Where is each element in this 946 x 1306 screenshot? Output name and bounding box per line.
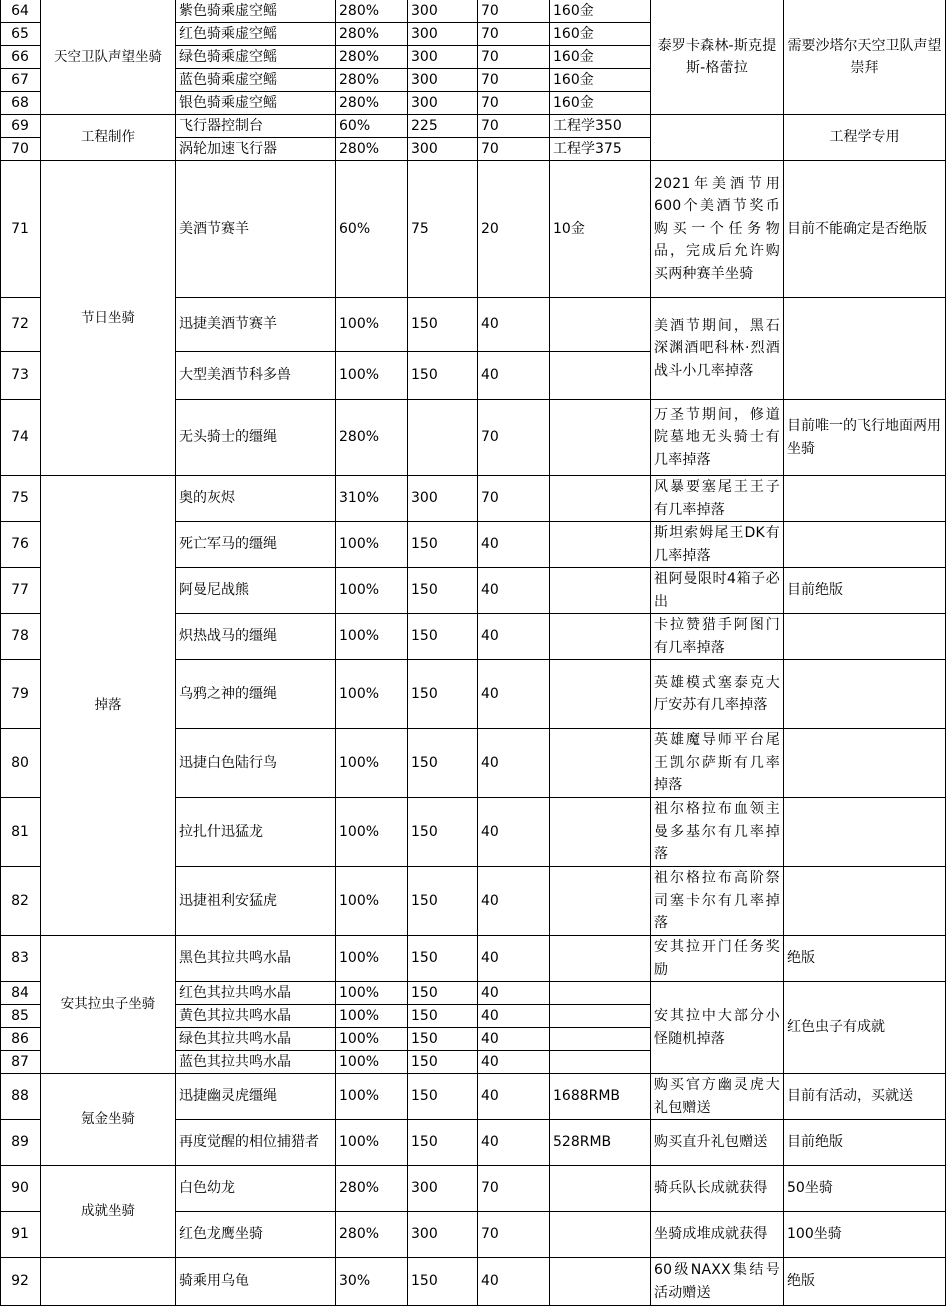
row-number: 70 [0, 138, 41, 161]
speed-value: 100% [336, 1120, 408, 1166]
level-requirement: 40 [478, 298, 550, 352]
price-cell [550, 400, 651, 476]
price-cell: 160金 [550, 23, 651, 46]
row-number: 91 [0, 1212, 41, 1258]
category-cell: 工程制作 [41, 115, 176, 161]
category-cell: 节日坐骑 [41, 161, 176, 476]
mount-name: 迅捷白色陆行鸟 [176, 729, 336, 798]
riding-skill: 300 [408, 1212, 478, 1258]
row-number: 79 [0, 660, 41, 729]
row-number: 82 [0, 867, 41, 936]
speed-value: 100% [336, 729, 408, 798]
mount-name: 炽热战马的缰绳 [176, 614, 336, 660]
source-cell: 购买直升礼包赠送 [651, 1120, 784, 1166]
price-cell [550, 867, 651, 936]
level-requirement: 40 [478, 729, 550, 798]
row-number: 66 [0, 46, 41, 69]
level-requirement: 70 [478, 46, 550, 69]
price-cell [550, 729, 651, 798]
price-cell: 160金 [550, 92, 651, 115]
row-number: 85 [0, 1005, 41, 1028]
mount-name: 乌鸦之神的缰绳 [176, 660, 336, 729]
source-cell: 祖阿曼限时4箱子必出 [651, 568, 784, 614]
mount-name: 红色骑乘虚空鳐 [176, 23, 336, 46]
price-cell [550, 568, 651, 614]
row-number: 86 [0, 1028, 41, 1051]
riding-skill: 150 [408, 660, 478, 729]
riding-skill: 300 [408, 0, 478, 23]
note-cell: 目前唯一的飞行地面两用坐骑 [784, 400, 946, 476]
note-cell [784, 476, 946, 522]
note-cell [784, 798, 946, 867]
source-cell: 英雄魔导师平台尾王凯尔萨斯有几率掉落 [651, 729, 784, 798]
note-cell: 目前不能确定是否绝版 [784, 161, 946, 298]
riding-skill: 300 [408, 92, 478, 115]
speed-value: 100% [336, 936, 408, 982]
mount-name: 飞行器控制台 [176, 115, 336, 138]
speed-value: 280% [336, 138, 408, 161]
source-cell: 安其拉开门任务奖励 [651, 936, 784, 982]
riding-skill: 150 [408, 522, 478, 568]
source-cell: 美酒节期间，黑石深渊酒吧科林·烈酒战斗小几率掉落 [651, 298, 784, 400]
speed-value: 100% [336, 1005, 408, 1028]
row-number: 75 [0, 476, 41, 522]
note-cell: 50坐骑 [784, 1166, 946, 1212]
riding-skill: 150 [408, 798, 478, 867]
mount-name: 死亡军马的缰绳 [176, 522, 336, 568]
riding-skill: 150 [408, 867, 478, 936]
category-cell: 氪金坐骑 [41, 1074, 176, 1166]
riding-skill: 150 [408, 568, 478, 614]
source-cell [651, 115, 784, 161]
note-cell [784, 614, 946, 660]
speed-value: 280% [336, 23, 408, 46]
row-number: 90 [0, 1166, 41, 1212]
speed-value: 280% [336, 46, 408, 69]
source-cell: 卡拉赞猎手阿图门有几率掉落 [651, 614, 784, 660]
price-cell [550, 1258, 651, 1306]
riding-skill: 300 [408, 138, 478, 161]
riding-skill: 150 [408, 352, 478, 400]
speed-value: 310% [336, 476, 408, 522]
note-cell: 目前绝版 [784, 1120, 946, 1166]
row-number: 78 [0, 614, 41, 660]
riding-skill: 150 [408, 1005, 478, 1028]
price-cell [550, 936, 651, 982]
level-requirement: 40 [478, 1051, 550, 1074]
price-cell: 528RMB [550, 1120, 651, 1166]
row-number: 80 [0, 729, 41, 798]
row-number: 64 [0, 0, 41, 23]
speed-value: 280% [336, 400, 408, 476]
mount-name: 红色龙鹰坐骑 [176, 1212, 336, 1258]
speed-value: 100% [336, 352, 408, 400]
speed-value: 280% [336, 0, 408, 23]
price-cell: 160金 [550, 46, 651, 69]
row-number: 88 [0, 1074, 41, 1120]
riding-skill: 150 [408, 729, 478, 798]
level-requirement: 20 [478, 161, 550, 298]
price-cell [550, 476, 651, 522]
category-cell: 掉落 [41, 476, 176, 936]
riding-skill: 150 [408, 298, 478, 352]
price-cell: 160金 [550, 0, 651, 23]
speed-value: 60% [336, 115, 408, 138]
row-number: 89 [0, 1120, 41, 1166]
price-cell: 10金 [550, 161, 651, 298]
level-requirement: 40 [478, 1005, 550, 1028]
note-cell [784, 729, 946, 798]
row-number: 69 [0, 115, 41, 138]
speed-value: 280% [336, 1212, 408, 1258]
note-cell: 100坐骑 [784, 1212, 946, 1258]
speed-value: 30% [336, 1258, 408, 1306]
speed-value: 100% [336, 1074, 408, 1120]
level-requirement: 70 [478, 1212, 550, 1258]
row-number: 76 [0, 522, 41, 568]
mount-name: 白色幼龙 [176, 1166, 336, 1212]
source-cell: 英雄模式塞泰克大厅安苏有几率掉落 [651, 660, 784, 729]
price-cell [550, 1028, 651, 1051]
mount-name: 迅捷幽灵虎缰绳 [176, 1074, 336, 1120]
row-number: 74 [0, 400, 41, 476]
source-cell: 风暴要塞尾王王子有几率掉落 [651, 476, 784, 522]
row-number: 84 [0, 982, 41, 1005]
price-cell [550, 1166, 651, 1212]
row-number: 92 [0, 1258, 41, 1306]
mount-name: 蓝色其拉共鸣水晶 [176, 1051, 336, 1074]
speed-value: 100% [336, 568, 408, 614]
speed-value: 100% [336, 522, 408, 568]
note-cell [784, 867, 946, 936]
level-requirement: 40 [478, 1028, 550, 1051]
level-requirement: 40 [478, 1120, 550, 1166]
price-cell [550, 1005, 651, 1028]
riding-skill: 150 [408, 1028, 478, 1051]
row-number: 73 [0, 352, 41, 400]
level-requirement: 70 [478, 23, 550, 46]
level-requirement: 40 [478, 568, 550, 614]
mount-name: 蓝色骑乘虚空鳐 [176, 69, 336, 92]
level-requirement: 70 [478, 1166, 550, 1212]
row-number: 83 [0, 936, 41, 982]
mount-name: 紫色骑乘虚空鳐 [176, 0, 336, 23]
speed-value: 100% [336, 1028, 408, 1051]
mount-name: 迅捷美酒节赛羊 [176, 298, 336, 352]
speed-value: 100% [336, 867, 408, 936]
source-cell: 坐骑成堆成就获得 [651, 1212, 784, 1258]
level-requirement: 40 [478, 798, 550, 867]
price-cell [550, 982, 651, 1005]
level-requirement: 70 [478, 115, 550, 138]
level-requirement: 40 [478, 1074, 550, 1120]
price-cell [550, 614, 651, 660]
source-cell: 泰罗卡森林-斯克提斯-格蕾拉 [651, 0, 784, 115]
note-cell: 需要沙塔尔天空卫队声望崇拜 [784, 0, 946, 115]
source-cell: 60级NAXX集结号活动赠送 [651, 1258, 784, 1306]
price-cell: 160金 [550, 69, 651, 92]
mount-name: 银色骑乘虚空鳐 [176, 92, 336, 115]
riding-skill: 150 [408, 936, 478, 982]
price-cell [550, 298, 651, 352]
category-cell: 安其拉虫子坐骑 [41, 936, 176, 1074]
price-cell [550, 660, 651, 729]
speed-value: 280% [336, 1166, 408, 1212]
note-cell [784, 522, 946, 568]
riding-skill: 75 [408, 161, 478, 298]
level-requirement: 40 [478, 352, 550, 400]
source-cell: 2021年美酒节用600个美酒节奖币购买一个任务物品，完成后允许购买两种赛羊坐骑 [651, 161, 784, 298]
source-cell: 购买官方幽灵虎大礼包赠送 [651, 1074, 784, 1120]
riding-skill: 150 [408, 982, 478, 1005]
price-cell [550, 1212, 651, 1258]
mount-name: 阿曼尼战熊 [176, 568, 336, 614]
category-cell: 天空卫队声望坐骑 [41, 0, 176, 115]
row-number: 72 [0, 298, 41, 352]
riding-skill: 300 [408, 1166, 478, 1212]
source-cell: 斯坦索姆尾王DK有几率掉落 [651, 522, 784, 568]
price-cell [550, 798, 651, 867]
level-requirement: 70 [478, 476, 550, 522]
row-number: 81 [0, 798, 41, 867]
riding-skill: 150 [408, 1120, 478, 1166]
speed-value: 100% [336, 614, 408, 660]
level-requirement: 40 [478, 1258, 550, 1306]
level-requirement: 70 [478, 0, 550, 23]
mount-name: 黄色其拉共鸣水晶 [176, 1005, 336, 1028]
level-requirement: 70 [478, 400, 550, 476]
table-left-border [0, 0, 1, 1306]
level-requirement: 40 [478, 936, 550, 982]
speed-value: 60% [336, 161, 408, 298]
riding-skill: 300 [408, 69, 478, 92]
level-requirement: 40 [478, 614, 550, 660]
note-cell: 目前绝版 [784, 568, 946, 614]
speed-value: 100% [336, 798, 408, 867]
mount-name: 奥的灰烬 [176, 476, 336, 522]
category-cell [41, 1258, 176, 1306]
speed-value: 100% [336, 1051, 408, 1074]
mount-name: 骑乘用乌龟 [176, 1258, 336, 1306]
level-requirement: 70 [478, 138, 550, 161]
row-number: 65 [0, 23, 41, 46]
speed-value: 280% [336, 69, 408, 92]
mount-name: 再度觉醒的相位捕猎者 [176, 1120, 336, 1166]
source-cell: 祖尔格拉布高阶祭司塞卡尔有几率掉落 [651, 867, 784, 936]
price-cell: 1688RMB [550, 1074, 651, 1120]
speed-value: 280% [336, 92, 408, 115]
note-cell: 红色虫子有成就 [784, 982, 946, 1074]
level-requirement: 40 [478, 982, 550, 1005]
level-requirement: 40 [478, 522, 550, 568]
category-cell: 成就坐骑 [41, 1166, 176, 1258]
source-cell: 骑兵队长成就获得 [651, 1166, 784, 1212]
source-cell: 万圣节期间，修道院墓地无头骑士有几率掉落 [651, 400, 784, 476]
speed-value: 100% [336, 298, 408, 352]
speed-value: 100% [336, 660, 408, 729]
mount-name: 黑色其拉共鸣水晶 [176, 936, 336, 982]
riding-skill: 150 [408, 1258, 478, 1306]
note-cell [784, 660, 946, 729]
mount-name: 迅捷祖利安猛虎 [176, 867, 336, 936]
level-requirement: 70 [478, 69, 550, 92]
row-number: 71 [0, 161, 41, 298]
mount-name: 拉扎什迅猛龙 [176, 798, 336, 867]
mount-name: 绿色其拉共鸣水晶 [176, 1028, 336, 1051]
level-requirement: 70 [478, 92, 550, 115]
note-cell: 绝版 [784, 1258, 946, 1306]
mount-name: 无头骑士的缰绳 [176, 400, 336, 476]
riding-skill: 225 [408, 115, 478, 138]
riding-skill: 150 [408, 1051, 478, 1074]
source-cell: 祖尔格拉布血领主曼多基尔有几率掉落 [651, 798, 784, 867]
note-cell [784, 298, 946, 400]
speed-value: 100% [336, 982, 408, 1005]
note-cell: 目前有活动，买就送 [784, 1074, 946, 1120]
riding-skill: 150 [408, 1074, 478, 1120]
row-number: 68 [0, 92, 41, 115]
mount-name: 涡轮加速飞行器 [176, 138, 336, 161]
level-requirement: 40 [478, 867, 550, 936]
riding-skill: 300 [408, 23, 478, 46]
mount-name: 绿色骑乘虚空鳐 [176, 46, 336, 69]
row-number: 67 [0, 69, 41, 92]
note-cell: 工程学专用 [784, 115, 946, 161]
price-cell [550, 352, 651, 400]
price-cell [550, 1051, 651, 1074]
riding-skill: 300 [408, 476, 478, 522]
riding-skill: 150 [408, 614, 478, 660]
riding-skill [408, 400, 478, 476]
row-number: 87 [0, 1051, 41, 1074]
price-cell: 工程学375 [550, 138, 651, 161]
riding-skill: 300 [408, 46, 478, 69]
level-requirement: 40 [478, 660, 550, 729]
mount-name: 红色其拉共鸣水晶 [176, 982, 336, 1005]
price-cell: 工程学350 [550, 115, 651, 138]
price-cell [550, 522, 651, 568]
mount-name: 美酒节赛羊 [176, 161, 336, 298]
source-cell: 安其拉中大部分小怪随机掉落 [651, 982, 784, 1074]
note-cell: 绝版 [784, 936, 946, 982]
row-number: 77 [0, 568, 41, 614]
mount-name: 大型美酒节科多兽 [176, 352, 336, 400]
